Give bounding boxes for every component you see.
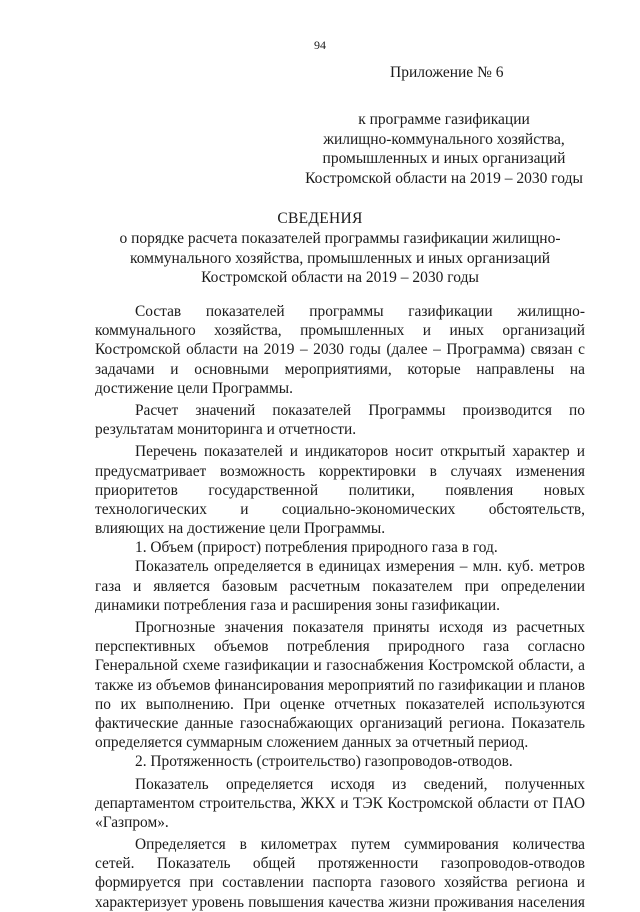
appendix-reference <box>300 110 588 188</box>
body-line: коммунального хозяйства, промышленных и иных организаций <box>95 322 585 340</box>
body-line: также из объемов финансирования мероприятий по газификации и планов <box>95 676 585 694</box>
body-line: задачами и основными мероприятиями, которые направлены на <box>95 360 585 378</box>
appendix-label: Приложение № 6 <box>390 64 504 81</box>
subtitle-line: коммунального хозяйства, промышленных и иных организаций <box>129 249 551 267</box>
appendix-line: Костромской области на 2019 – 2030 годы <box>305 169 583 187</box>
body-line: влияющих на достижение цели Программы. <box>95 520 386 538</box>
subtitle-line: Костромской области на 2019 – 2030 годы <box>201 269 479 286</box>
subtitle-line: о порядке расчета показателей программы газификации жилищно- <box>119 230 561 247</box>
body-line: достижение цели Программы. <box>95 379 293 397</box>
document-title: СВЕДЕНИЯ <box>277 210 363 227</box>
body-line: определяется суммарным сложением данных за отчетный период. <box>95 734 529 752</box>
body-line: Перечень показателей и индикаторов носит открытый характер и <box>135 443 585 461</box>
body-line: формируется при составлении паспорта газового хозяйства региона и <box>95 874 585 892</box>
body-line: сетей. Показатель общей протяженности газопроводов-отводов <box>95 855 585 873</box>
body-line: газа и является базовым расчетным показателем при определении <box>95 577 585 595</box>
body-line: Определяется в километрах путем суммирования количества <box>135 836 585 854</box>
body-line: результатам мониторинга и отчетности. <box>95 421 357 439</box>
appendix-line: жилищно-коммунального хозяйства, <box>323 130 565 148</box>
body-line: приоритетов государственной политики, появления новых <box>95 481 585 499</box>
body-line: динамики потребления газа и расширения зоны газификации. <box>95 596 500 614</box>
body-line: Состав показателей программы газификации жилищно- <box>135 303 585 320</box>
page-number: 94 <box>314 38 326 52</box>
body-line: «Газпром». <box>95 813 169 831</box>
body-line: Прогнозные значения показателя приняты исходя из расчетных <box>135 619 585 636</box>
body-line: Показатель определяется исходя из сведений, полученных <box>135 775 585 793</box>
body-line: предусматривает возможность корректировки в случаях изменения <box>95 462 585 480</box>
body-line: фактические данные газоснабжающих организаций региона. Показатель <box>95 714 585 732</box>
document-subtitle <box>90 229 590 288</box>
body-line: 2. Протяженность (строительство) газопроводов-отводов. <box>135 753 513 771</box>
body-line: перспективных объемов потребления природного газа согласно <box>95 638 585 656</box>
body-line: характеризует уровень повышения качества жизни проживания населения <box>95 893 585 911</box>
body-line: департаментом строительства, ЖКХ и ТЭК Костромской области от ПАО <box>95 794 585 812</box>
body-line: Костромской области на 2019 – 2030 годы (далее – Программа) связан с <box>95 341 585 359</box>
document-body <box>95 302 585 912</box>
body-line: по их выполнению. При оценке отчетных показателей используются <box>95 695 585 713</box>
body-line: Показатель определяется в единицах измерения – млн. куб. метров <box>135 558 585 576</box>
body-line: 1. Объем (прирост) потребления природного газа в год. <box>135 539 498 557</box>
body-line: Расчет значений показателей Программы производится по <box>135 401 585 419</box>
appendix-line: промышленных и иных организаций <box>322 150 566 167</box>
body-line: технологических и социально-экономических обстоятельств, <box>95 500 585 518</box>
body-line: Генеральной схеме газификации и газоснабжения Костромской области, а <box>95 657 585 675</box>
appendix-line: к программе газификации <box>358 111 530 128</box>
